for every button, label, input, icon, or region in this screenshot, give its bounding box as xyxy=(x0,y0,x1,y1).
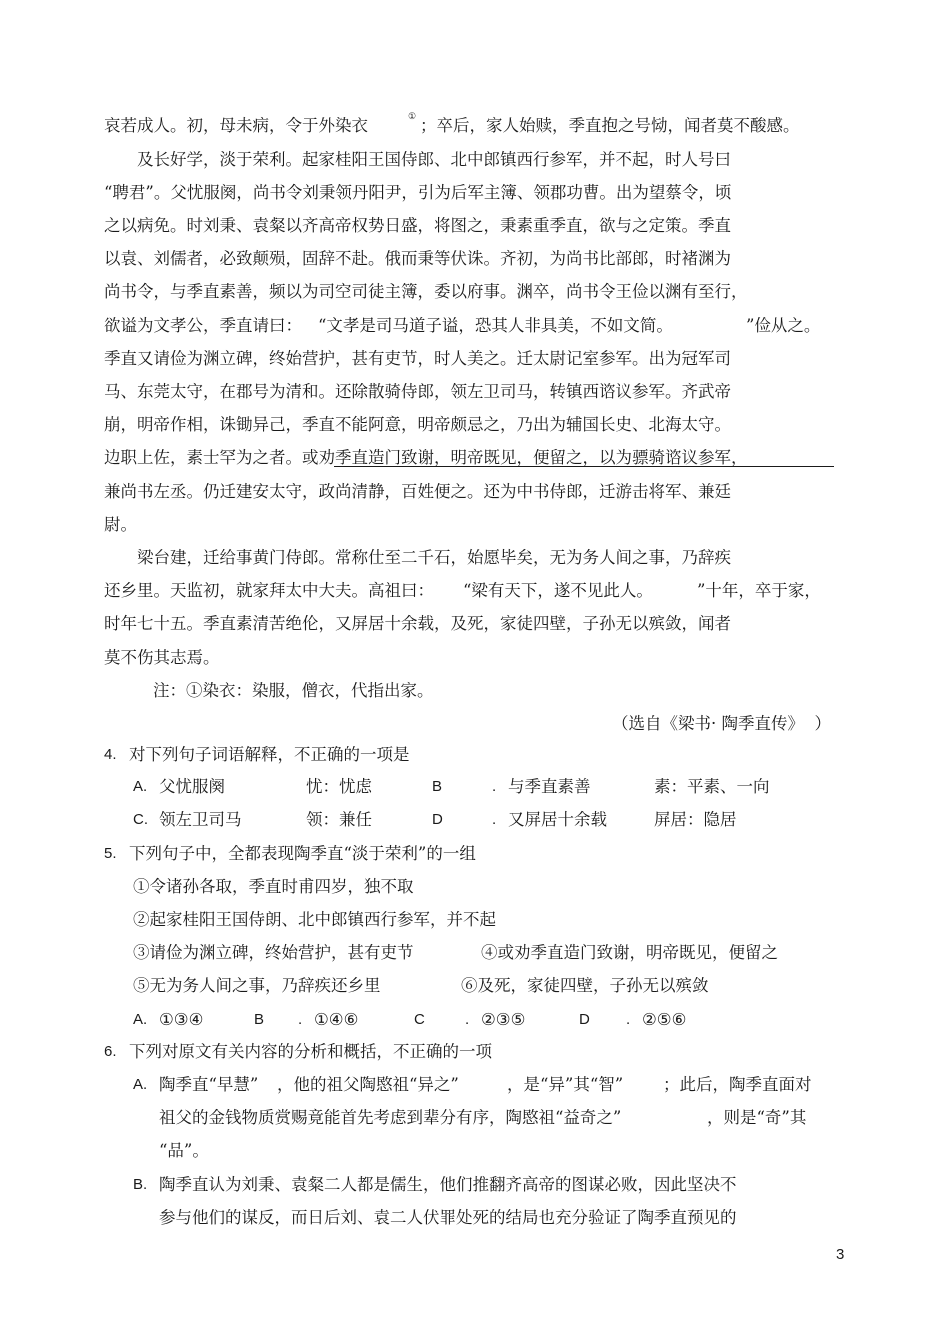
passage-line: 还乡里。天监初，就家拜太中大夫。高祖曰： xyxy=(104,581,434,600)
passage-line: 及长好学，淡于荣利。起家桂阳王国侍郎、北中郎镇西行参军，并不起，时人号曰 xyxy=(137,150,731,169)
statement: ⑥及死，家徒四壁，子孙无以殡敛 xyxy=(461,976,709,995)
option-label: C xyxy=(414,1011,425,1028)
passage-line: 兼尚书左丞。仍迁建安太守，政尚清静，百姓便之。还为中书侍郎，迁游击将军、兼廷 xyxy=(104,482,731,501)
option-text: 与季直素善 xyxy=(508,777,591,796)
option-label: B xyxy=(254,1011,265,1028)
option-text: 陶季直“早慧” xyxy=(159,1075,259,1094)
option-text: 又屏居十余载 xyxy=(508,810,607,829)
option-dot: . xyxy=(465,1011,470,1028)
option-text: ①④⑥ xyxy=(314,1010,359,1029)
passage-line: 之以病免。时刘秉、袁粲以齐高帝权势日盛，将图之，秉素重季直，欲与之定策。季直 xyxy=(104,216,731,235)
passage-line: 崩，明帝作相，诛锄异己，季直不能阿意，明帝颇忌之，乃出为辅国长史、北海太守。 xyxy=(104,415,731,434)
option-dot: . xyxy=(626,1011,631,1028)
footnote: 注：①染衣：染服，僧衣，代指出家。 xyxy=(153,681,434,700)
option-label: A. xyxy=(133,1011,148,1028)
option-gloss: 忧：忧虑 xyxy=(306,777,372,796)
option-label: D xyxy=(579,1011,590,1028)
passage-line: ；卒后，家人始赎，季直抱之号恸，闻者莫不酸感。 xyxy=(420,116,800,135)
passage-line: “文孝是司马道子谥，恐其人非具美，不如文简。 xyxy=(318,316,673,335)
statement: ②起家桂阳王国侍朗、北中郎镇西行参军，并不起 xyxy=(133,910,496,929)
question-stem: 下列对原文有关内容的分析和概括，不正确的一项 xyxy=(129,1042,492,1061)
question-number: 4. xyxy=(104,746,117,763)
option-text: 父忧服阕 xyxy=(159,777,225,796)
underline xyxy=(334,466,834,467)
option-label: A. xyxy=(133,778,148,795)
option-dot: . xyxy=(298,1011,303,1028)
option-gloss: 屏居：隐居 xyxy=(654,810,737,829)
option-gloss: 领：兼任 xyxy=(306,810,372,829)
option-label: B xyxy=(432,778,443,795)
statement: ①令诸孙各取，季直时甫四岁，独不取 xyxy=(133,877,414,896)
option-text: 参与他们的谋反，而日后刘、袁二人伏罪处死的结局也充分验证了陶季直预见的 xyxy=(159,1208,737,1227)
passage-line: 哀若成人。初，母未病，令于外染衣 xyxy=(104,116,368,135)
passage-line: 欲谥为文孝公，季直请曰： xyxy=(104,316,302,335)
footnote-marker: ① xyxy=(408,112,417,122)
option-text: 祖父的金钱物质赏赐竟能首先考虑到辈分有序，陶愍祖“益奇之” xyxy=(159,1108,622,1127)
option-text: ②⑤⑥ xyxy=(642,1010,687,1029)
option-label: A. xyxy=(133,1076,148,1093)
option-text: ，是“异”其“智” xyxy=(507,1075,624,1094)
passage-line: ”俭从之。 xyxy=(746,316,821,335)
passage-line: 梁台建，迁给事黄门侍郎。常称仕至二千石，始愿毕矣，无为务人间之事，乃辞疾 xyxy=(137,548,731,567)
passage-line: 尚书令，与季直素善，频以为司空司徒主簿，委以府事。渊卒，尚书令王俭以渊有至行， xyxy=(104,282,748,301)
option-label: B. xyxy=(133,1176,148,1193)
option-text: 领左卫司马 xyxy=(159,810,242,829)
passage-line: 以袁、刘儒者，必致颠殒，固辞不赴。俄而秉等伏诛。齐初，为尚书比部郎，时褚渊为 xyxy=(104,249,731,268)
passage-line: 边职上佐，素士罕为之者。或劝季直造门致谢，明帝既见，便留之，以为骠骑谘议参军， xyxy=(104,448,748,467)
question-stem: 对下列句子词语解释，不正确的一项是 xyxy=(129,745,410,764)
option-text: ②③⑤ xyxy=(481,1010,526,1029)
option-dot: . xyxy=(492,778,497,795)
option-text: ①③④ xyxy=(159,1010,204,1029)
option-label: D xyxy=(432,811,443,828)
passage-line: 时年七十五。季直素清苦绝伦，又屏居十余载，及死，家徒四壁，子孙无以殡敛，闻者 xyxy=(104,614,731,633)
passage-line: ”十年，卒于家， xyxy=(697,581,821,600)
question-number: 5. xyxy=(104,845,117,862)
source-citation: （选自《梁书· 陶季直传》 ） xyxy=(612,714,831,733)
passage-line: “聘君”。父忧服阕，尚书令刘秉领丹阳尹，引为后军主簿、领郡功曹。出为望蔡令，顷 xyxy=(104,183,732,202)
question-number: 6. xyxy=(104,1043,117,1060)
option-text: ，他的祖父陶愍祖“异之” xyxy=(277,1075,459,1094)
statement: ⑤无为务人间之事，乃辞疾还乡里 xyxy=(133,976,381,995)
option-text: ，则是“奇”其 xyxy=(707,1108,807,1127)
option-gloss: 素：平素、一向 xyxy=(654,777,770,796)
passage-line: 尉。 xyxy=(104,515,137,534)
passage-line: 莫不伤其志焉。 xyxy=(104,648,220,667)
option-text: 陶季直认为刘秉、袁粲二人都是儒生，他们推翻齐高帝的图谋必败，因此坚决不 xyxy=(159,1175,737,1194)
statement: ④或劝季直造门致谢，明帝既见，便留之 xyxy=(481,943,778,962)
option-text: ；此后，陶季直面对 xyxy=(663,1075,812,1094)
statement: ③请俭为渊立碑，终始营护，甚有吏节 xyxy=(133,943,414,962)
question-stem: 下列句子中，全都表现陶季直“淡于荣利”的一组 xyxy=(129,844,476,863)
option-text: “品”。 xyxy=(159,1141,209,1160)
passage-line: “梁有天下，遂不见此人。 xyxy=(463,581,653,600)
page-number: 3 xyxy=(836,1246,845,1263)
option-label: C. xyxy=(133,811,148,828)
passage-line: 季直又请俭为渊立碑，终始营护，甚有吏节，时人美之。迁太尉记室参军。出为冠军司 xyxy=(104,349,731,368)
passage-line: 马、东莞太守，在郡号为清和。还除散骑侍郎，领左卫司马，转镇西谘议参军。齐武帝 xyxy=(104,382,731,401)
option-dot: . xyxy=(492,811,497,828)
